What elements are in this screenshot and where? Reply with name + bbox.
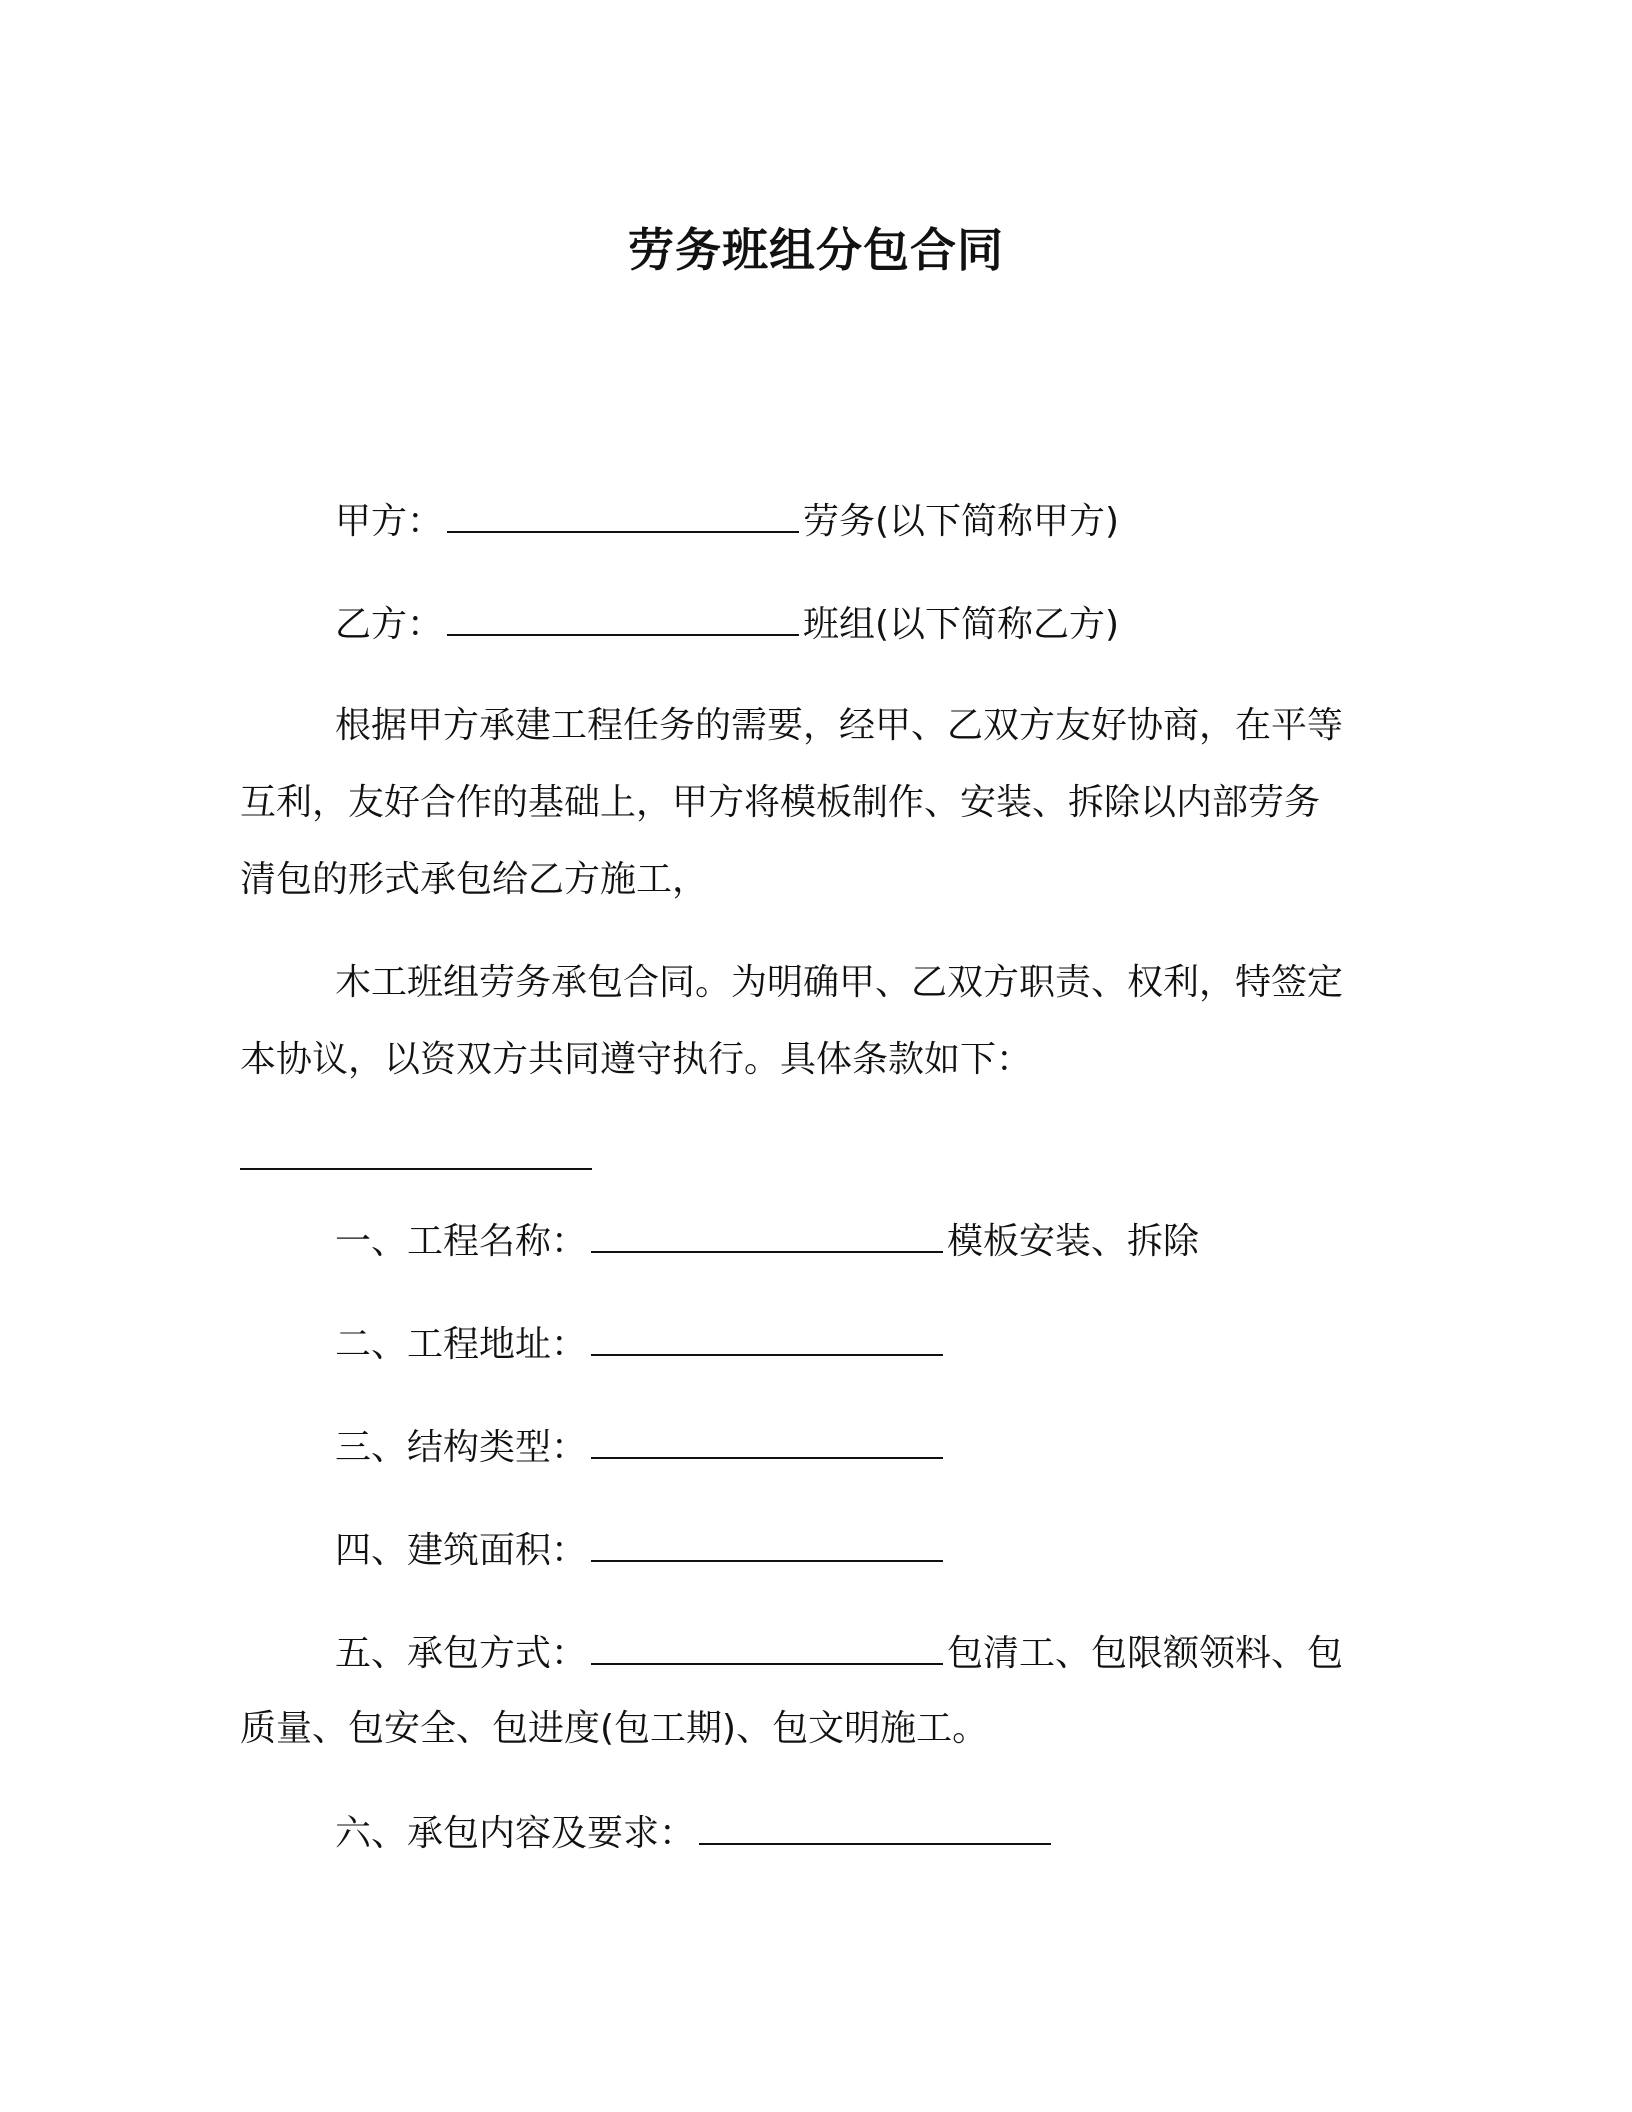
paragraph-1-line-3: 清包的形式承包给乙方施工， <box>240 859 709 900</box>
item-3-label: 三、结构类型： <box>335 1427 588 1468</box>
item-5-label: 五、承包方式： <box>335 1633 588 1674</box>
item-3-line <box>335 1421 947 1473</box>
item-1-blank <box>591 1215 943 1253</box>
item-1-suffix: 模板安装、拆除 <box>947 1221 1200 1262</box>
item-5-line <box>335 1627 1343 1679</box>
party-a-blank <box>447 495 799 533</box>
standalone-blank <box>240 1132 592 1170</box>
item-6-line <box>335 1807 1055 1859</box>
party-b-line <box>335 598 1119 650</box>
item-1-label: 一、工程名称： <box>335 1221 588 1262</box>
item-5-continuation: 质量、包安全、包进度(包工期)、包文明施工。 <box>240 1708 989 1749</box>
document-title: 劳务班组分包合同 <box>628 223 1004 277</box>
party-a-suffix: 劳务(以下简称甲方) <box>803 501 1120 542</box>
paragraph-1-line-2: 互利，友好合作的基础上，甲方将模板制作、安装、拆除以内部劳务 <box>240 782 1321 823</box>
item-4-blank <box>591 1524 943 1562</box>
item-2-blank <box>591 1318 943 1356</box>
item-4-label: 四、建筑面积： <box>335 1530 588 1571</box>
item-1-line <box>335 1215 1199 1267</box>
item-2-line <box>335 1318 947 1370</box>
item-4-line <box>335 1524 947 1576</box>
party-a-line <box>335 495 1119 547</box>
party-b-label: 乙方： <box>335 604 444 645</box>
item-6-label: 六、承包内容及要求： <box>335 1813 696 1854</box>
item-5-suffix: 包清工、包限额领料、包 <box>947 1633 1344 1674</box>
item-6-blank <box>699 1807 1051 1845</box>
paragraph-2-line-2: 本协议，以资双方共同遵守执行。具体条款如下： <box>240 1039 1033 1080</box>
item-2-label: 二、工程地址： <box>335 1324 588 1365</box>
party-b-suffix: 班组(以下简称乙方) <box>803 604 1120 645</box>
item-3-blank <box>591 1421 943 1459</box>
party-b-blank <box>447 598 799 636</box>
paragraph-1-line-1: 根据甲方承建工程任务的需要，经甲、乙双方友好协商，在平等 <box>335 705 1344 746</box>
party-a-label: 甲方： <box>335 501 444 542</box>
paragraph-2-line-1: 木工班组劳务承包合同。为明确甲、乙双方职责、权利，特签定 <box>335 962 1344 1003</box>
item-5-blank <box>591 1627 943 1665</box>
